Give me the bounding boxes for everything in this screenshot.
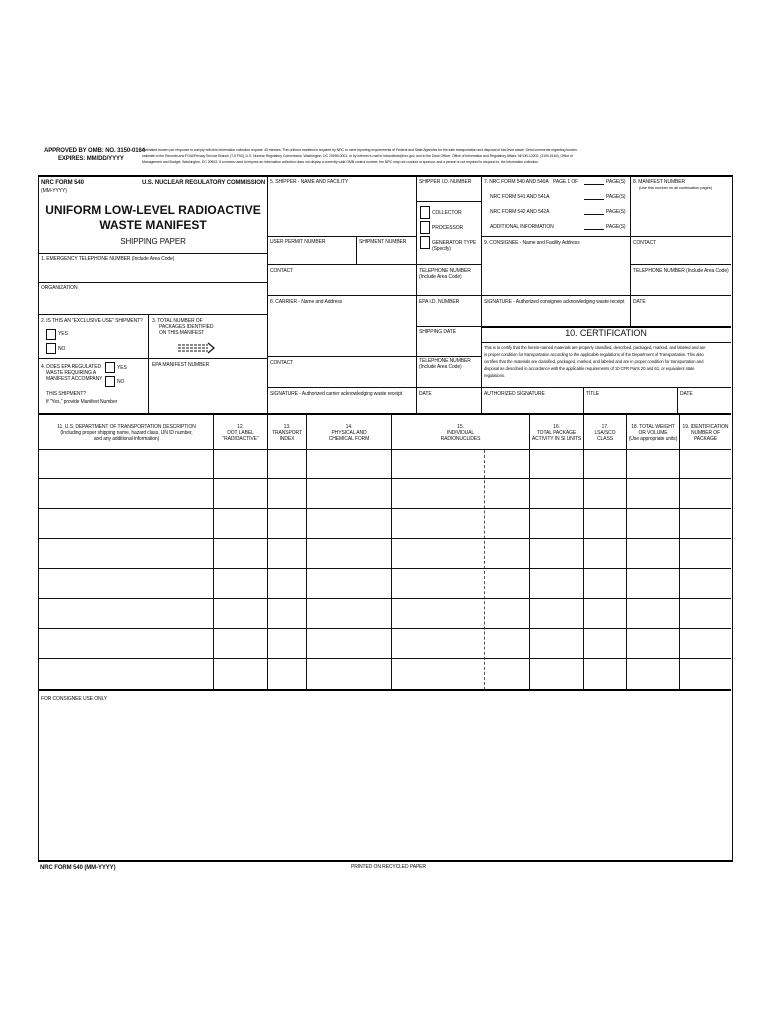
col-dot-description-1: 11. U.S. DEPARTMENT OF TRANSPORTATION DESCRIPTION	[57, 424, 196, 430]
total-packages-label-1: 3. TOTAL NUMBER OF	[152, 318, 203, 324]
epa-id-label: EPA I.D. NUMBER	[419, 299, 460, 305]
consignee-use-only-label: FOR CONSIGNEE USE ONLY	[41, 696, 108, 702]
epa-waste-label-1: 4. DOES EPA REGULATED	[41, 364, 101, 370]
col-total-activity-3: ACTIVITY IN SI UNITS	[531, 436, 582, 442]
title-label: TITLE	[586, 391, 600, 397]
form-title-line2: WASTE MANIFEST	[99, 218, 207, 232]
arrow-right-icon	[178, 341, 216, 359]
col-dot-label-1: 12.	[237, 424, 244, 430]
processor-label: PROCESSOR	[432, 225, 464, 231]
shipping-date-label: SHIPPING DATE	[419, 329, 456, 335]
table-row	[39, 568, 731, 569]
epa-waste-label-3: MANIFEST ACCOMPANY	[46, 376, 103, 382]
consignee-date-label: DATE	[633, 299, 646, 305]
shipper-name-label: 5. SHIPPER - NAME AND FACILITY	[270, 179, 349, 185]
col-dot-description-2: (Including proper shipping name, hazard class, UN ID number,	[60, 430, 193, 436]
table-row	[39, 658, 731, 659]
col-radionuclides-1: 15.	[457, 424, 464, 430]
epa-manifest-number-label: EPA MANIFEST NUMBER	[152, 362, 210, 368]
col-total-weight-2: OR VOLUME	[638, 430, 668, 436]
omb-expiration: EXPIRES: MM/DD/YYYY	[58, 156, 124, 162]
consignee-contact-label: CONTACT	[633, 240, 657, 246]
omb-approval: APPROVED BY OMB: NO. 3150-0164	[44, 148, 145, 154]
nrc-540-label: 7. NRC FORM 540 AND 540A	[484, 179, 549, 185]
epa-waste-yes-checkbox[interactable]	[105, 362, 115, 373]
organization-label: ORGANIZATION	[41, 285, 78, 291]
certification-text-4: disposal as described in accordance with the applicable requirements of 10 CFR Parts 20 and 61, or equivalent state	[484, 366, 695, 371]
col-physical-form-2: PHYSICAL AND	[331, 430, 367, 436]
shipper-area-code-label: (Include Area Code)	[419, 274, 462, 280]
form-title-line1: UNIFORM LOW-LEVEL RADIOACTIVE	[45, 203, 261, 217]
col-total-activity-1: 16.	[553, 424, 560, 430]
carrier-area-code-label: (Include Area Code)	[419, 364, 462, 370]
pages-label-1: PAGE(S)	[606, 179, 626, 185]
carrier-label: 8. CARRIER - Name and Address	[270, 299, 343, 305]
col-total-weight-3: (Use appropriate units)	[628, 436, 678, 442]
page-one-of-label: PAGE 1 OF	[553, 179, 579, 185]
col-dot-label-3: "RADIOACTIVE"	[222, 436, 259, 442]
carrier-telephone-label: TELEPHONE NUMBER	[419, 358, 471, 364]
footer-form-number: NRC FORM 540 (MM-YYYY)	[40, 865, 116, 871]
footer-printed-note: PRINTED ON RECYCLED PAPER	[351, 864, 426, 870]
collector-label: COLLECTOR	[432, 210, 462, 216]
nrc-541-label: NRC FORM 541 AND 541A	[490, 194, 550, 200]
total-packages-label-2: PACKAGES IDENTIFIED	[159, 324, 214, 330]
col-dot-label-2: DOT LABEL	[227, 430, 254, 436]
table-row	[39, 508, 731, 509]
consignee-telephone-label: TELEPHONE NUMBER (Include Area Code)	[633, 268, 729, 274]
col-radionuclides-2: INDIVIDUAL	[446, 430, 475, 436]
col-package-id-2: NUMBER OF	[690, 430, 721, 436]
col-package-id-3: PACKAGE	[693, 436, 718, 442]
col-transport-index-3: INDEX	[279, 436, 295, 442]
exclusive-use-label: 2. IS THIS AN "EXCLUSIVE USE" SHIPMENT?	[41, 318, 143, 324]
table-row	[39, 478, 731, 479]
collector-checkbox[interactable]	[420, 206, 430, 219]
generator-checkbox[interactable]	[420, 236, 430, 249]
form-frame	[38, 175, 733, 862]
commission-name: U.S. NUCLEAR REGULATORY COMMISSION	[142, 180, 266, 186]
consignee-label: 9. CONSIGNEE - Name and Facility Address	[484, 240, 580, 246]
exclusive-use-yes-checkbox[interactable]	[46, 329, 56, 340]
certification-title: 10. CERTIFICATION	[565, 328, 647, 338]
certification-text-5: regulations.	[484, 373, 506, 378]
additional-info-label: ADDITIONAL INFORMATION	[490, 224, 554, 230]
epa-waste-label-5: If "Yes," provide Manifest Number	[46, 399, 118, 405]
user-permit-label: USER PERMIT NUMBER	[270, 239, 326, 245]
pages-label-2: PAGE(S)	[606, 194, 626, 200]
col-package-id-1: 19. IDENTIFICATION	[682, 424, 729, 430]
exclusive-use-no-checkbox[interactable]	[46, 343, 56, 354]
carrier-date-label: DATE	[419, 391, 432, 397]
certification-text-1: This is to certify that the herein-named materials are properly classified, described, packaged, marked, and labeled and are	[484, 345, 706, 350]
form-subtitle: SHIPPING PAPER	[120, 237, 186, 246]
col-radionuclides-3: RADIONUCLIDES	[440, 436, 481, 442]
col-lsa-class-2: LSA/SCO	[594, 430, 616, 436]
carrier-signature-label: SIGNATURE - Authorized carrier acknowledging waste receipt	[270, 391, 402, 397]
col-lsa-class-3: CLASS	[597, 436, 613, 442]
shipment-number-label: SHIPMENT NUMBER	[359, 239, 407, 245]
nrc-542-label: NRC FORM 542 AND 542A	[490, 209, 550, 215]
generator-specify-label: (Specify)	[432, 246, 451, 252]
emergency-phone-label: 1. EMERGENCY TELEPHONE NUMBER (Include Area Code)	[41, 256, 175, 262]
epa-waste-label-2: WASTE REQUIRING A	[46, 370, 97, 376]
exclusive-use-yes-label: YES	[58, 331, 68, 337]
generator-type-label: GENERATOR TYPE	[432, 240, 477, 246]
carrier-contact-label: CONTACT	[270, 360, 294, 366]
col-transport-index-2: TRANSPORT	[272, 430, 302, 436]
burden-statement-line3: Management and Budget, Washington, DC 20503. If a means used to impose an information collection does not display a currently valid OMB control number, the NRC may not conduct or sponsor, and a person is not required to respond to, the information collection.	[142, 160, 539, 164]
table-row	[39, 628, 731, 629]
col-lsa-class-1: 17.	[601, 424, 609, 430]
pages-label-3: PAGE(S)	[606, 209, 626, 215]
table-row	[39, 598, 731, 599]
col-total-weight-1: 18. TOTAL WEIGHT	[631, 424, 675, 430]
processor-checkbox[interactable]	[420, 221, 430, 234]
shipper-id-label: SHIPPER I.D. NUMBER	[419, 179, 472, 185]
col-dot-description-3: and any additional information)	[93, 436, 160, 442]
consignee-signature-label: SIGNATURE - Authorized consignee acknowledging waste receipt	[484, 299, 625, 305]
form-number: NRC FORM 540	[41, 180, 84, 186]
certification-text-3: certifies that the materials are classified, packaged, marked, and labeled and are in proper condition for transportation and	[484, 359, 704, 364]
col-physical-form-3: CHEMICAL FORM	[328, 436, 370, 442]
certification-date-label: DATE	[680, 391, 693, 397]
authorized-signature-label: AUTHORIZED SIGNATURE	[484, 391, 545, 397]
table-row	[39, 538, 731, 539]
col-total-activity-2: TOTAL PACKAGE	[536, 430, 577, 436]
shipper-telephone-label: TELEPHONE NUMBER	[419, 268, 471, 274]
epa-waste-no-label: NO	[117, 379, 125, 385]
shipper-contact-label: CONTACT	[270, 268, 294, 274]
epa-waste-yes-label: YES	[117, 365, 127, 371]
total-packages-label-3: ON THIS MANIFEST	[159, 330, 205, 336]
manifest-number-note: (Use this number on all continuation pages)	[639, 185, 712, 190]
form-date: (MM-YYYY)	[41, 188, 67, 194]
burden-statement-line1: Estimated burden per response to comply with this information collection request: 45 minutes. This uniform manifest is required by NRC to meet reporting requirements of Federal and State Agencies for the safe transportation and disposal of low-level waste. Send comments regarding burden	[142, 148, 577, 152]
certification-text-2: in proper condition for transportation according to the applicable regulations of the Department of Transportation. This also	[484, 352, 704, 357]
burden-statement-line2: estimate to the Records and FOIA/Privacy Service Branch (T-5 F53), U.S. Nuclear Regulatory Commission, Washington, DC 20555-0001, or by internet e-mail to infocollects@nrc.gov, and to the Desk Officer, Office of Information and Regulatory Affairs, NEOB-10202, (3150-0164), Office of	[142, 154, 573, 158]
epa-waste-no-checkbox[interactable]	[105, 376, 115, 387]
manifest-number-label: 8. MANIFEST NUMBER	[633, 179, 686, 185]
pages-label-4: PAGE(S)	[606, 224, 626, 230]
col-physical-form-1: 14.	[345, 424, 353, 430]
epa-waste-label-4: THIS SHIPMENT?	[46, 391, 86, 397]
col-transport-index-1: 13.	[283, 424, 291, 430]
exclusive-use-no-label: NO	[58, 346, 66, 352]
